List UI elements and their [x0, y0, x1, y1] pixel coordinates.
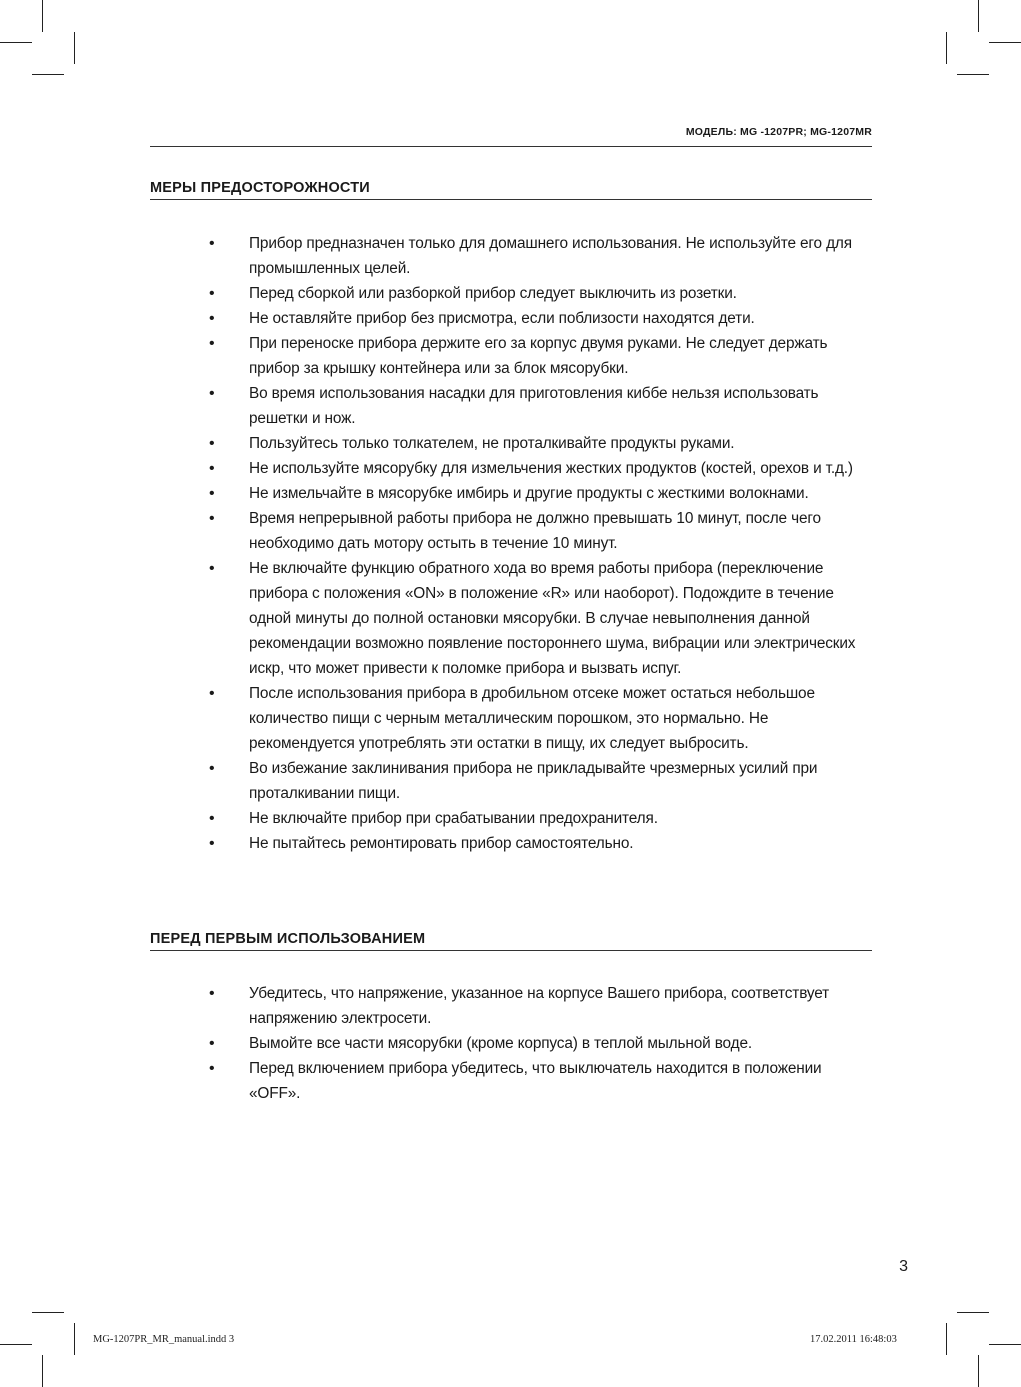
list-item: • Не пытайтесь ремонтировать прибор самостоятельно.: [205, 831, 875, 856]
list-item: • После использования прибора в дробильном отсеке может остаться небольшое количество пищи с черным металлическим порошком, это нормально. Не рекомендуется употреблять эти остатки в пищу, их следует выбросить.: [205, 681, 875, 756]
list-item: • Убедитесь, что напряжение, указанное на корпусе Вашего прибора, соответствует напряжению электросети.: [205, 981, 875, 1031]
crop-mark: [42, 0, 43, 32]
crop-mark: [978, 1355, 979, 1387]
list-item: • Во время использования насадки для приготовления киббе нельзя использовать решетки и нож.: [205, 381, 875, 431]
page-number: 3: [899, 1258, 908, 1275]
crop-mark: [0, 42, 32, 43]
crop-mark: [0, 1344, 32, 1345]
list-item: • Перед сборкой или разборкой прибор следует выключить из розетки.: [205, 281, 875, 306]
crop-mark: [978, 0, 979, 32]
list-item: • Пользуйтесь только толкателем, не проталкивайте продукты руками.: [205, 431, 875, 456]
header-divider: [150, 146, 872, 147]
section-title-before-first-use: ПЕРЕД ПЕРВЫМ ИСПОЛЬЗОВАНИЕМ: [150, 931, 872, 951]
crop-mark: [42, 1355, 43, 1387]
first-use-list: [205, 981, 875, 1106]
list-item: • Перед включением прибора убедитесь, что выключатель находится в положении «OFF».: [205, 1056, 875, 1106]
footer-filename: MG-1207PR_MR_manual.indd 3: [93, 1334, 235, 1345]
list-item: • Не измельчайте в мясорубке имбирь и другие продукты с жесткими волокнами.: [205, 481, 875, 506]
model-header: МОДЕЛЬ: MG -1207PR; MG-1207MR: [685, 126, 872, 138]
crop-mark: [946, 32, 947, 64]
crop-mark: [32, 1312, 64, 1313]
crop-mark: [74, 32, 75, 64]
precautions-list: [205, 231, 875, 856]
list-item: • Не используйте мясорубку для измельчения жестких продуктов (костей, орехов и т.д.): [205, 456, 875, 481]
list-item: • При переноске прибора держите его за корпус двумя руками. Не следует держать прибор за крышку контейнера или за блок мясорубки.: [205, 331, 875, 381]
crop-mark: [32, 74, 64, 75]
crop-mark: [74, 1323, 75, 1355]
crop-mark: [957, 74, 989, 75]
footer-timestamp: 17.02.2011 16:48:03: [810, 1334, 897, 1345]
list-item: • Не включайте прибор при срабатывании предохранителя.: [205, 806, 875, 831]
crop-mark: [946, 1323, 947, 1355]
list-item: • Прибор предназначен только для домашнего использования. Не используйте его для промышленных целей.: [205, 231, 875, 281]
list-item: • Во избежание заклинивания прибора не прикладывайте чрезмерных усилий при проталкивании пищи.: [205, 756, 875, 806]
list-item: • Не оставляйте прибор без присмотра, если поблизости находятся дети.: [205, 306, 875, 331]
section-title-precautions: МЕРЫ ПРЕДОСТОРОЖНОСТИ: [150, 180, 872, 200]
crop-mark: [989, 42, 1021, 43]
list-item: • Время непрерывной работы прибора не должно превышать 10 минут, после чего необходимо дать мотору остыть в течение 10 минут.: [205, 506, 875, 556]
list-item: • Вымойте все части мясорубки (кроме корпуса) в теплой мыльной воде.: [205, 1031, 875, 1056]
crop-mark: [957, 1312, 989, 1313]
list-item: • Не включайте функцию обратного хода во время работы прибора (переключение прибора с положения «ON» в положение «R» или наоборот). Подождите в течение одной минуты до полной остановки мясорубки. В случае невыполнения данной рекомендации возможно появление постороннего шума, вибрации или электрических искр, что может привести к поломке прибора и вызвать испуг.: [205, 556, 875, 681]
crop-mark: [989, 1344, 1021, 1345]
